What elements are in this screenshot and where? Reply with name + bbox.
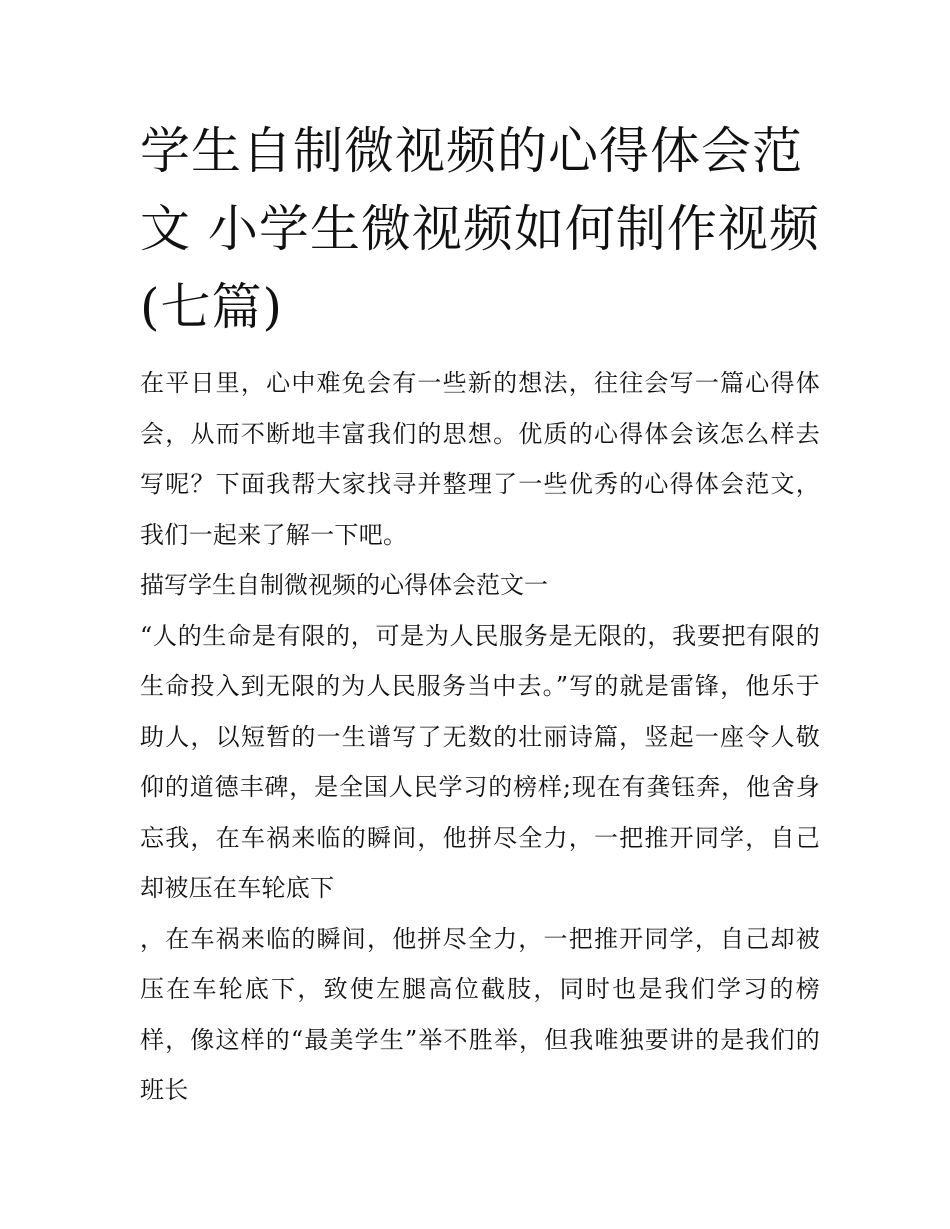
document-title: 学生自制微视频的心得体会范文 小学生微视频如何制作视频(七篇) <box>140 122 820 336</box>
body-paragraph-2: ，在车祸来临的瞬间，他拼尽全力，一把推开同学，自己却被压在车轮底下，致使左腿高位截肢，同时也是我们学习的榜样，像这样的“最美学生”举不胜举，但我唯独要讲的是我们的班长 <box>140 924 820 1104</box>
section-heading: 描写学生自制微视频的心得体会范文一 <box>140 571 548 599</box>
intro-paragraph: 在平日里，心中难免会有一些新的想法，往往会写一篇心得体会，从而不断地丰富我们的思想。优质的心得体会该怎么样去写呢？下面我帮大家找寻并整理了一些优秀的心得体会范文，我们一起来了解一下吧。 <box>140 369 820 549</box>
body-paragraph-1: “人的生命是有限的，可是为人民服务是无限的，我要把有限的生命投入到无限的为人民服务当中去。”写的就是雷锋，他乐于助人，以短暂的一生谱写了无数的壮丽诗篇，竖起一座令人敬仰的道德丰碑，是全国人民学习的榜样;现在有龚钰奔，他舍身忘我，在车祸来临的瞬间，他拼尽全力，一把推开同学，自己却被压在车轮底下 <box>140 621 820 902</box>
document-page <box>140 112 820 1116</box>
